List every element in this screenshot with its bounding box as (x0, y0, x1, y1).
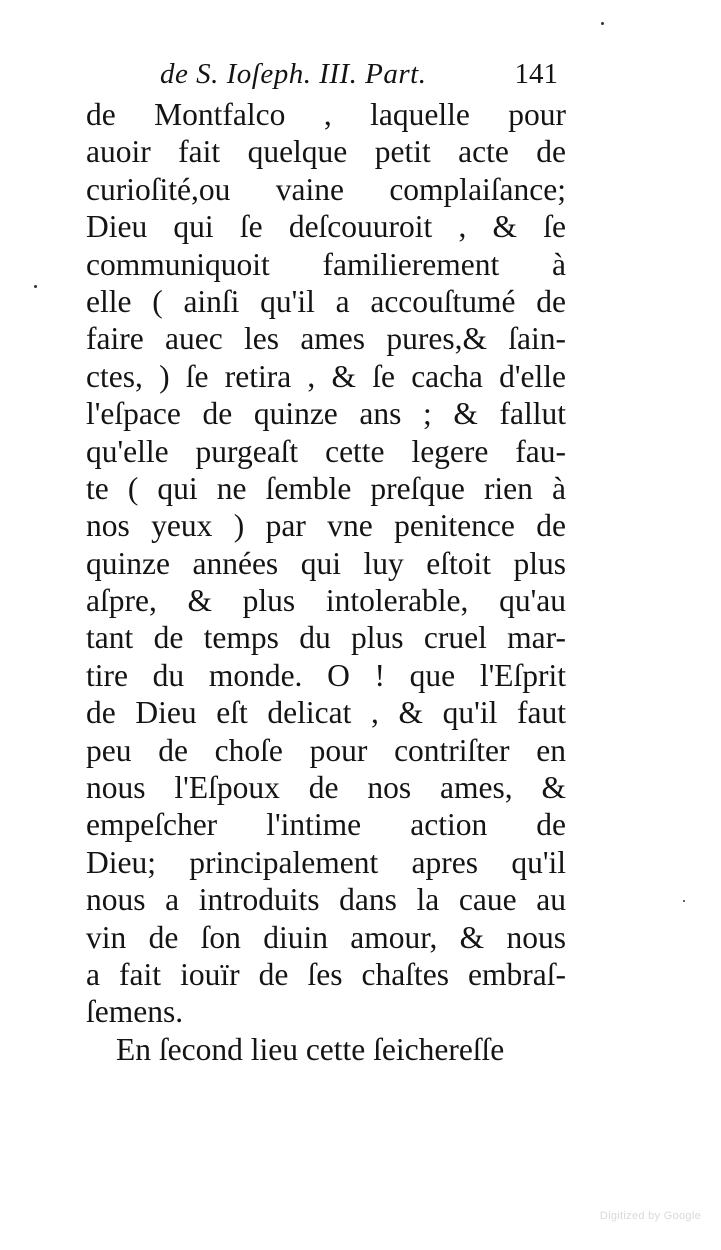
text-line: aſpre, & plus intolerable, qu'au (86, 583, 566, 619)
text-line: a fait iouïr de ſes chaſtes embraſ- (86, 956, 566, 992)
text-line: vin de ſon diuin amour, & nous (86, 919, 566, 955)
text-line: ctes, ) ſe retira , & ſe cacha d'elle (86, 358, 566, 394)
text-line: En ſecond lieu cette ſeichereſſe (116, 1031, 505, 1067)
scan-speck (683, 900, 685, 902)
text-line: qu'elle purgeaſt cette legere fau- (86, 433, 566, 469)
body-text (86, 96, 566, 1068)
page-header (150, 56, 570, 96)
text-line: empeſcher l'intime action de (86, 807, 566, 843)
text-line: curioſité,ou vaine complaiſance; (86, 171, 566, 207)
text-line: quinze années qui luy eſtoit plus (86, 545, 566, 581)
text-line: l'eſpace de quinze ans ; & fallut (86, 396, 566, 432)
text-line: elle ( ainſi qu'il a accouſtumé de (86, 283, 566, 319)
page-number: 141 (514, 58, 558, 90)
running-head: de S. Ioſeph. III. Part. (160, 58, 427, 90)
text-line: tant de temps du plus cruel mar- (86, 620, 566, 656)
scan-speck (34, 285, 37, 288)
text-line: de Dieu eſt delicat , & qu'il faut (86, 695, 566, 731)
watermark: Digitized by Google (599, 1210, 701, 1222)
text-line: auoir fait quelque petit acte de (86, 134, 566, 170)
text-line: de Montfalco , laquelle pour (86, 97, 566, 132)
text-line: Dieu; principalement apres qu'il (86, 844, 566, 880)
text-line: nos yeux ) par vne penitence de (86, 508, 566, 544)
scan-speck (601, 22, 604, 25)
text-line: communiquoit familierement à (86, 246, 566, 282)
text-line: nous l'Eſpoux de nos ames, & (86, 770, 566, 806)
text-line: tire du monde. O ! que l'Eſprit (86, 657, 566, 693)
text-line: nous a introduits dans la caue au (86, 882, 566, 918)
text-line: peu de choſe pour contriſter en (86, 732, 566, 768)
text-line: Dieu qui ſe deſcouuroit , & ſe (86, 209, 566, 245)
text-line: faire auec les ames pures,& ſain- (86, 321, 566, 357)
text-line: te ( qui ne ſemble preſque rien à (86, 470, 566, 506)
text-line: ſemens. (86, 994, 184, 1030)
